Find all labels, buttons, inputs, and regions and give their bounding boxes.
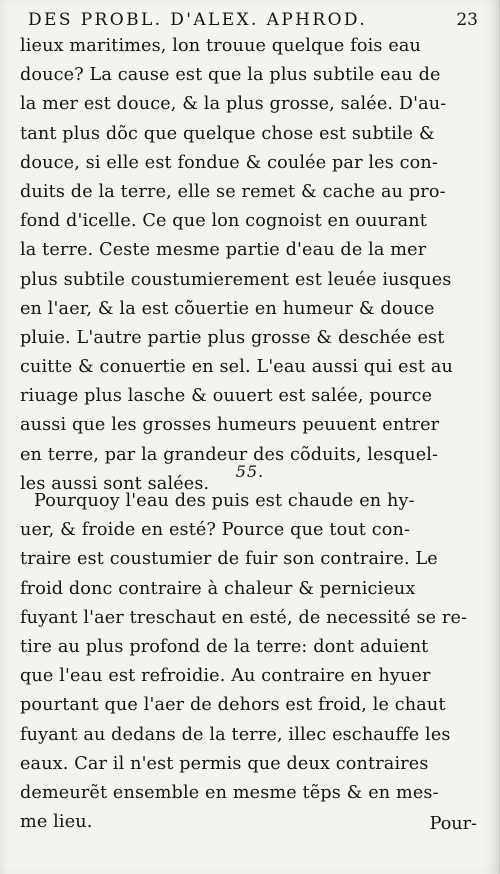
text-line: tire au plus profond de la terre: dont aduient: [20, 636, 429, 657]
paragraph-problem-54-continuation: [20, 32, 476, 499]
text-line: eaux. Car il n'est permis que deux contraires: [20, 753, 429, 774]
text-line: la terre. Ceste mesme partie d'eau de la mer: [20, 240, 427, 261]
text-line: aussi que les grosses humeurs peuuent entrer: [20, 415, 440, 436]
page-header: [28, 8, 478, 32]
text-line: tant plus dõc que quelque chose est subtile &: [20, 123, 435, 144]
text-line: pluie. L'autre partie plus grosse & deschée est: [20, 327, 445, 348]
section-number: 55.: [235, 462, 265, 481]
text-line: plus subtile coustumierement est leuée iusques: [20, 269, 452, 290]
text-line: Pourquoy l'eau des puis est chaude en hy-: [34, 491, 415, 511]
text-line: me lieu.: [20, 812, 93, 833]
paragraph-problem-55: [20, 487, 482, 837]
text-line: douce, si elle est fondue & coulée par les con-: [20, 152, 438, 173]
text-line: froid donc contraire à chaleur & pernicieux: [20, 578, 416, 599]
text-line: cuitte & conuertie en sel. L'eau aussi qui est au: [20, 357, 453, 378]
text-line: uer, & froide en esté? Pource que tout con-: [20, 520, 411, 541]
text-line: traire est coustumier de fuir son contraire. Le: [20, 549, 438, 570]
text-line: duits de la terre, elle se remet & cache au pro-: [20, 181, 446, 202]
text-line: les aussi sont salées.: [20, 473, 210, 494]
text-line: lieux maritimes, lon trouue quelque fois eau: [20, 36, 422, 56]
running-head: DES PROBL. D'ALEX. APHROD.: [28, 10, 368, 30]
text-line: douce? La cause est que la plus subtile eau de: [20, 65, 441, 86]
text-line: pourtant que l'aer de dehors est froid, le chaut: [20, 695, 446, 716]
text-line: fond d'icelle. Ce que lon cognoist en ouurant: [20, 211, 427, 232]
catchword: Pour-: [429, 814, 477, 834]
text-line: demeurẽt ensemble en mesme tẽps & en mes-: [20, 782, 439, 803]
text-line: en l'aer, & la est cõuertie en humeur & douce: [20, 298, 435, 319]
text-line: fuyant au dedans de la terre, illec eschauffe les: [20, 724, 451, 745]
page-number: 23: [456, 10, 478, 30]
text-line: en terre, par la grandeur des cõduits, lesquel-: [20, 444, 439, 465]
text-line: riuage plus lasche & ouuert est salée, pource: [20, 386, 433, 407]
text-line: fuyant l'aer treschaut en esté, de necessité se re-: [20, 607, 468, 628]
text-line: que l'eau est refroidie. Au contraire en hyuer: [20, 666, 431, 687]
text-line: la mer est douce, & la plus grosse, salée. D'au-: [20, 94, 447, 115]
